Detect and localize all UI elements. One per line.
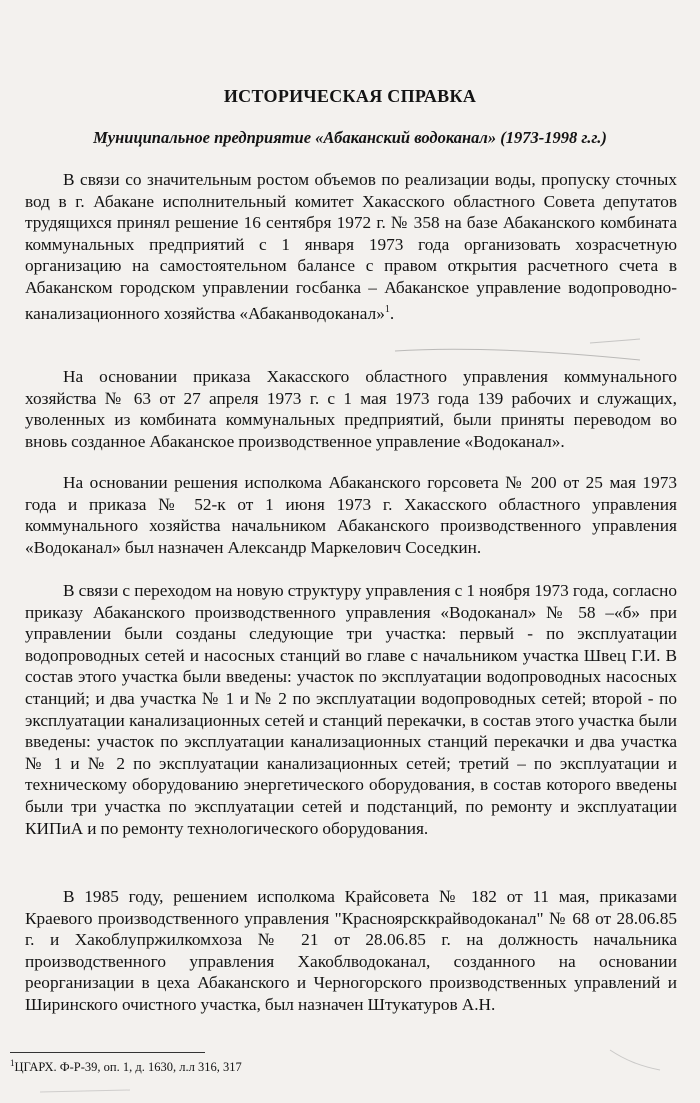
paragraph-4: В связи с переходом на новую структуру управления с 1 ноября 1973 года, согласно приказу Абаканского производственного управления «Водоканал» № 58 –«б» при управлении были созданы следующие три участка: первый - по эксплуатации водопроводных сетей и насосных станций во главе с начальником участка Швец Г.И. В состав этого участка были введены: участок по эксплуатации водопроводных насосных станций; и два участка № 1 и № 2 по эксплуатации водопроводных сетей; второй - по эксплуатации канализационных сетей и станций перекачки, в состав этого участка были введены: участок по эксплуатации канализационных станций перекачки и два участка № 1 и № 2 по эксплуатации канализационных сетей; третий – по эксплуатации и техническому оборудованию энергетического оборудования, в состав которого введены были три участка по эксплуатации сетей и подстанций, по ремонту и эксплуатации КИПиА и по ремонту технологического оборудования. [25, 581, 677, 838]
document-title: ИСТОРИЧЕСКАЯ СПРАВКА [223, 86, 477, 106]
paragraph-2: На основании приказа Хакасского областного управления коммунального хозяйства № 63 от 27 апреля 1973 г. с 1 мая 1973 года 139 рабочих и служащих, уволенных из комбината коммунальных предприятий, были приняты переводом во вновь созданное Абаканское производственное управление «Водоканал». [25, 367, 677, 451]
footnote-text: ЦГАРХ. Ф-Р-39, оп. 1, д. 1630, л.л 316, 317 [14, 1060, 242, 1075]
document-subtitle: Муниципальное предприятие «Абаканский водоканал» (1973-1998 г.г.) [93, 128, 607, 147]
paragraph-3: На основании решения исполкома Абаканского горсовета № 200 от 25 мая 1973 года и приказа № 52-к от 1 июня 1973 г. Хакасского областного управления коммунального хозяйства начальником Абаканского производственного управления «Водоканал» был назначен Александр Маркелович Соседкин. [25, 473, 677, 557]
paragraph-1-text: В связи со значительным ростом объемов по реализации воды, пропуску сточных вод в г. Абакане исполнительный комитет Хакасского областного Совета депутатов трудящихся принял решение 16 сентября 1972 г. № 358 на базе Абаканского комбината коммунальных предприятий с 1 января 1973 года организовать хозрасчетную организацию на самостоятельном балансе с правом открытия расчетного счета в Абаканском городском управлении госбанка – Абаканское управление водопроводно-канализационного хозяйства «Абаканводоканал» [25, 170, 677, 323]
footnote-number: 1 [10, 1058, 15, 1068]
footnote-reference: 1 [384, 303, 390, 315]
paragraph-5: В 1985 году, решением исполкома Крайсовета № 182 от 11 мая, приказами Краевого производственного управления "Красноярсккрайводоканал" № 68 от 28.06.85 г. и Хакоблупржилкомхоза № 21 от 28.06.85 г. на должность начальника производственного управления Хакоблводоканал, созданного на основании реорганизации в цеха Абаканского и Черногорского производственных управлений и Ширинского очистного участка, был назначен Штукатуров А.Н. [25, 887, 677, 1014]
paragraph-1: В связи со значительным ростом объемов по реализации воды, пропуску сточных вод в г. Абакане исполнительный комитет Хакасского областного Совета депутатов трудящихся принял решение 16 сентября 1972 г. № 358 на базе Абаканского комбината коммунальных предприятий с 1 января 1973 года организовать хозрасчетную организацию на самостоятельном балансе с правом открытия расчетного счета в Абаканском городском управлении госбанка – Абаканское управление водопроводно-канализационного хозяйства «Абаканводоканал»$^1$. [25, 170, 677, 323]
